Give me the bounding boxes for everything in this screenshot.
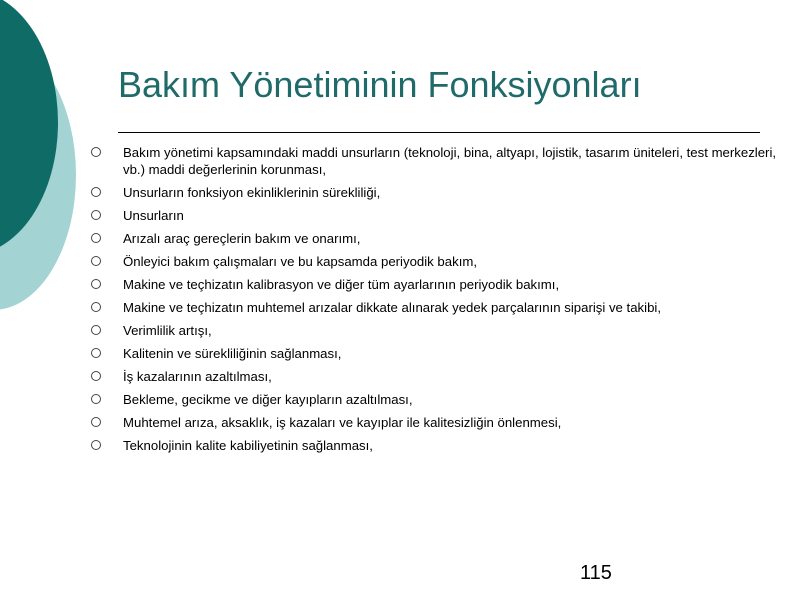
bullet-circle-icon bbox=[91, 417, 101, 427]
bullet-circle-icon bbox=[91, 210, 101, 220]
list-item-text: Muhtemel arıza, aksaklık, iş kazaları ve kayıplar ile kalitesizliğin önlenmesi, bbox=[123, 415, 562, 430]
page-number: 115 bbox=[580, 562, 612, 584]
list-item bbox=[88, 144, 778, 178]
bullet-circle-icon bbox=[91, 394, 101, 404]
list-item-text: Bekleme, gecikme ve diğer kayıpların azaltılması, bbox=[123, 392, 413, 407]
bullet-circle-icon bbox=[91, 440, 101, 450]
list-item bbox=[88, 322, 778, 339]
list-item bbox=[88, 230, 778, 247]
bullet-circle-icon bbox=[91, 325, 101, 335]
list-item bbox=[88, 253, 778, 270]
list-item-text: Kalitenin ve sürekliliğinin sağlanması, bbox=[123, 346, 342, 361]
bullet-circle-icon bbox=[91, 256, 101, 266]
list-item-text: Unsurların bbox=[123, 208, 184, 223]
bullet-circle-icon bbox=[91, 279, 101, 289]
list-item-text: Arızalı araç gereçlerin bakım ve onarımı, bbox=[123, 231, 361, 246]
list-item bbox=[88, 437, 778, 454]
list-item bbox=[88, 276, 778, 293]
list-item-text: Bakım yönetimi kapsamındaki maddi unsurların (teknoloji, bina, altyapı, lojistik, tasarım üniteleri, test merkezleri, vb.) maddi değerlerinin korunması, bbox=[123, 145, 777, 177]
list-item-text: İş kazalarının azaltılması, bbox=[123, 369, 272, 384]
list-item bbox=[88, 368, 778, 385]
bullet-circle-icon bbox=[91, 187, 101, 197]
list-item bbox=[88, 414, 778, 431]
title-divider bbox=[118, 132, 760, 133]
slide-title: Bakım Yönetiminin Fonksiyonları bbox=[118, 64, 642, 105]
bullet-circle-icon bbox=[91, 302, 101, 312]
list-item-text: Teknolojinin kalite kabiliyetinin sağlanması, bbox=[123, 438, 373, 453]
bullet-list bbox=[88, 144, 778, 460]
list-item-text: Verimlilik artışı, bbox=[123, 323, 212, 338]
list-item-text: Makine ve teçhizatın kalibrasyon ve diğer tüm ayarlarının periyodik bakımı, bbox=[123, 277, 560, 292]
list-item bbox=[88, 345, 778, 362]
list-item bbox=[88, 207, 778, 224]
bullet-circle-icon bbox=[91, 233, 101, 243]
list-item-text: Makine ve teçhizatın muhtemel arızalar dikkate alınarak yedek parçalarının siparişi ve takibi, bbox=[123, 300, 662, 315]
list-item bbox=[88, 184, 778, 201]
list-item-text: Unsurların fonksiyon ekinliklerinin sürekliliği, bbox=[123, 185, 381, 200]
list-item bbox=[88, 299, 778, 316]
bullet-circle-icon bbox=[91, 348, 101, 358]
bullet-circle-icon bbox=[91, 147, 101, 157]
list-item-text: Önleyici bakım çalışmaları ve bu kapsamda periyodik bakım, bbox=[123, 254, 478, 269]
list-item bbox=[88, 391, 778, 408]
bullet-circle-icon bbox=[91, 371, 101, 381]
